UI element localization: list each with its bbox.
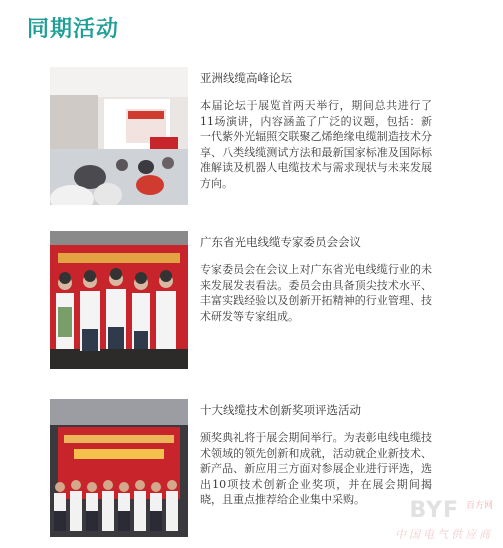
event-description: 颁奖典礼将于展会期间举行。为表彰电线电缆技术领域的领先创新和成就，活动就企业新技术、新产品、新应用三方面对参展企业进行评选，选出10项技术创新企业奖项，并在展会期间揭晓，且重点推荐给企业集中采购。 <box>200 431 432 506</box>
event-title: 十大线缆技术创新奖项评选活动 <box>200 403 361 417</box>
event-description: 专家委员会在会议上对广东省光电线缆行业的未来发展发表看法。委员会由具备顶尖技术水平、丰富实践经验以及创新开拓精神的行业管理、技术研发等专家组成。 <box>200 263 432 323</box>
forum-text <box>200 71 490 191</box>
watermark-logo <box>383 498 493 542</box>
event-description: 本届论坛于展览首两天举行，期间总共进行了11场演讲，内容涵盖了广泛的议题，包括：新一代紫外光辐照交联聚乙烯绝缘电缆制造技术分享、八类线缆测试方法和最新国家标准及国际标准解读及机器人电缆技术与需求现状与未来发展方向。 <box>200 99 432 190</box>
watermark-tag: 百方网 <box>465 501 493 511</box>
event-card-committee <box>50 231 490 373</box>
committee-text <box>200 235 490 324</box>
watermark-brand: BYF <box>409 498 459 523</box>
event-card-forum <box>50 67 490 209</box>
awards-photo <box>50 399 188 537</box>
committee-photo <box>50 231 188 369</box>
watermark-slogan: 中国电气供应商 <box>395 528 493 541</box>
event-title: 广东省光电线缆专家委员会会议 <box>200 235 361 249</box>
awards-text <box>200 403 490 508</box>
event-title: 亚洲线缆高峰论坛 <box>200 71 292 85</box>
forum-photo <box>50 67 188 205</box>
page-title: 同期活动 <box>27 17 120 42</box>
